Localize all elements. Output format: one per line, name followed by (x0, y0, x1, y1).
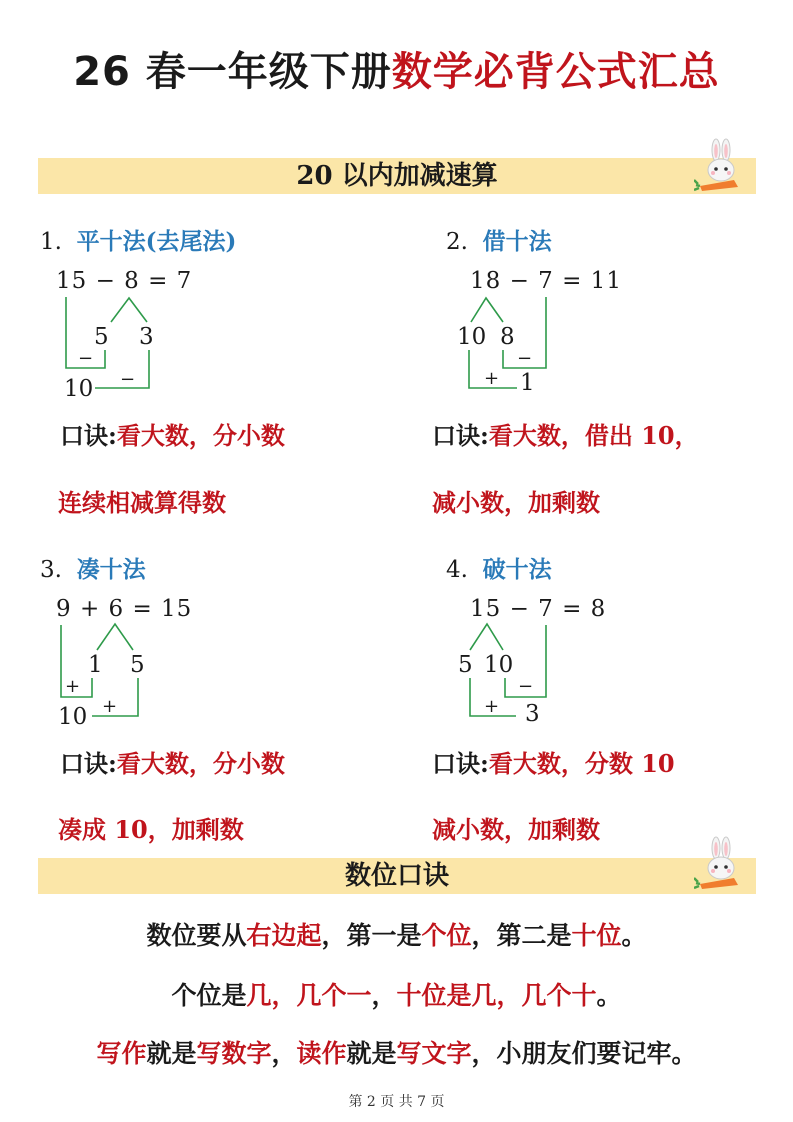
verse-text: 就是 (146, 1039, 197, 1068)
method-4-op-1: − (518, 676, 534, 697)
method-name: 破十法 (482, 556, 552, 583)
verse-keyword: 右边起 (246, 921, 322, 950)
method-4-part-c: 3 (525, 701, 540, 727)
mnemonic-label: 口诀: (60, 421, 117, 450)
method-2-part-a: 10 (457, 324, 487, 350)
mnemonic-line-1: 看大数，分数 10 (488, 749, 675, 778)
mnemonic-line-1: 看大数，分小数 (116, 749, 285, 778)
method-3-mnemonic-line-2: 凑成 10，加剩数 (58, 815, 244, 844)
mnemonic-label: 口诀: (432, 421, 489, 450)
mnemonic-line-1: 看大数，分小数 (116, 421, 285, 450)
verse-text: 。 (596, 981, 622, 1010)
method-number: 2. (446, 229, 468, 255)
verse-keyword: 几，几个一 (246, 981, 372, 1010)
method-2-op-1: − (517, 348, 533, 369)
method-1-op-1: − (78, 348, 94, 369)
mnemonic-line-1: 看大数，借出 10， (488, 421, 699, 450)
method-4-op-2: + (484, 696, 500, 717)
method-3-equation: 9 + 6 = 15 (56, 596, 193, 622)
method-1-equation: 15 − 8 = 7 (56, 268, 193, 294)
method-name: 平十法(去尾法) (76, 228, 237, 255)
method-3-op-1: + (65, 676, 81, 697)
page-number-footer: 第 2 页 共 7 页 (348, 1094, 445, 1110)
verse-text: ， (371, 981, 397, 1010)
mnemonic-label: 口诀: (60, 749, 117, 778)
method-2-op-2: + (484, 368, 500, 389)
verse-keyword: 十位 (571, 921, 622, 950)
verse-keyword: 十位是几，几个十 (396, 981, 597, 1010)
method-3-part-a: 1 (88, 652, 103, 678)
verse-text: ，小朋友们要记牢。 (471, 1039, 697, 1068)
verse-text: ， (271, 1039, 297, 1068)
verse-text: ，第二是 (471, 921, 572, 950)
method-3-part-c: 10 (58, 704, 88, 730)
method-1-op-2: − (120, 369, 136, 390)
method-3-op-2: + (102, 696, 118, 717)
verse-line-3 (0, 1034, 793, 1070)
method-number: 4. (446, 557, 468, 583)
method-name: 凑十法 (76, 556, 146, 583)
method-name: 借十法 (482, 228, 552, 255)
method-1-part-a: 5 (94, 324, 109, 350)
verse-keyword: 写文字 (396, 1039, 472, 1068)
method-1-part-b: 3 (139, 324, 154, 350)
verse-keyword: 个位 (421, 921, 472, 950)
method-3-part-b: 5 (130, 652, 145, 678)
verse-text: ，第一是 (321, 921, 422, 950)
verse-text: 就是 (346, 1039, 397, 1068)
method-2-part-c: 1 (520, 370, 535, 396)
method-2-equation: 18 − 7 = 11 (470, 268, 622, 294)
verse-keyword: 写数字 (196, 1039, 272, 1068)
method-number: 3. (40, 557, 62, 583)
method-4-equation: 15 − 7 = 8 (470, 596, 607, 622)
method-4-part-a: 5 (458, 652, 473, 678)
verse-line-2 (0, 976, 793, 1012)
method-number: 1. (40, 229, 62, 255)
verse-text: 个位是 (171, 981, 247, 1010)
bunny-carrot-icon (694, 836, 746, 894)
verse-keyword: 写作 (96, 1039, 147, 1068)
method-1-part-c: 10 (64, 376, 94, 402)
method-4-mnemonic (432, 744, 675, 779)
title-red-part: 数学必背公式汇总 (391, 49, 720, 95)
section-heading-place-value: 数位口诀 (38, 858, 756, 894)
verse-keyword: 读作 (296, 1039, 347, 1068)
mnemonic-label: 口诀: (432, 749, 489, 778)
verse-text: 。 (621, 921, 647, 950)
method-4-mnemonic-line-2: 减小数，加剩数 (432, 815, 600, 844)
title-black-part: 26 春一年级下册 (73, 49, 392, 95)
method-4-part-b: 10 (484, 652, 514, 678)
verse-text: 数位要从 (146, 921, 247, 950)
verse-line-1 (0, 916, 793, 952)
section-heading-quick-calc: 20 以内加减速算 (38, 158, 756, 194)
method-2-mnemonic-line-2: 减小数，加剩数 (432, 488, 600, 517)
method-2-part-b: 8 (500, 324, 515, 350)
method-1-mnemonic-line-2: 连续相减算得数 (58, 488, 226, 517)
